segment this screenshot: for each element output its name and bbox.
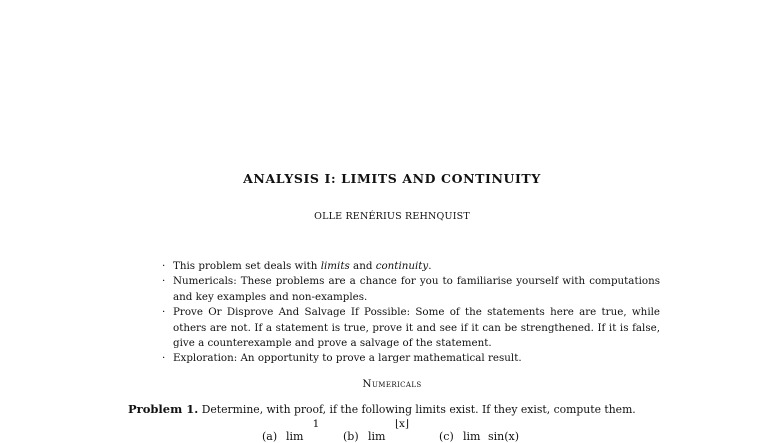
emphasis-limits: limits [320, 260, 350, 272]
part-a-numerator: 1 [312, 418, 320, 430]
list-item [160, 274, 660, 305]
part-b-label: (b) [343, 430, 359, 443]
problem-text: Determine, with proof, if the following limits exist. If they exist, compute them. [201, 403, 636, 416]
list-item: · This problem set deals with limits and continuity. [160, 259, 660, 274]
problem-label: Problem 1. [128, 402, 199, 416]
list-item [160, 305, 660, 351]
part-b-limit: lim [368, 430, 386, 443]
part-c-limit: lim [463, 430, 481, 443]
exploration-description: Exploration: An opportunity to prove a larger mathematical result. [173, 352, 522, 365]
part-b-numerator: ⌊x⌋ [394, 418, 410, 430]
author-name: OLLE RENÉRIUS REHNQUIST [314, 211, 470, 222]
prove-or-disprove-description: Prove Or Disprove And Salvage If Possible: Some of the statements here are true, while others are not. If a statement is true, prove it and see if it can be strengthened. If it is false, give a counterexample and prove a salvage of the statement. [173, 306, 660, 350]
part-a-label: (a) [262, 430, 278, 443]
instructions-list [160, 259, 660, 367]
bullet-icon: · [162, 275, 166, 288]
bullet-icon: · [162, 306, 166, 319]
part-a-limit: lim [286, 430, 304, 443]
problem-statement [128, 402, 688, 416]
problem-parts [0, 418, 784, 441]
bullet-icon: · [162, 352, 166, 365]
emphasis-continuity: continuity [375, 260, 429, 272]
bullet-icon: · [162, 260, 166, 272]
section-heading: Numericals [362, 378, 422, 390]
list-item [160, 351, 660, 366]
part-c-label: (c) [439, 430, 454, 443]
part-c-expression: sin(x) [488, 430, 520, 443]
numericals-description: Numericals: These problems are a chance for you to familiarise yourself with computations and key examples and non-examples. [173, 275, 660, 303]
document-title: ANALYSIS I: LIMITS AND CONTINUITY [243, 171, 541, 186]
